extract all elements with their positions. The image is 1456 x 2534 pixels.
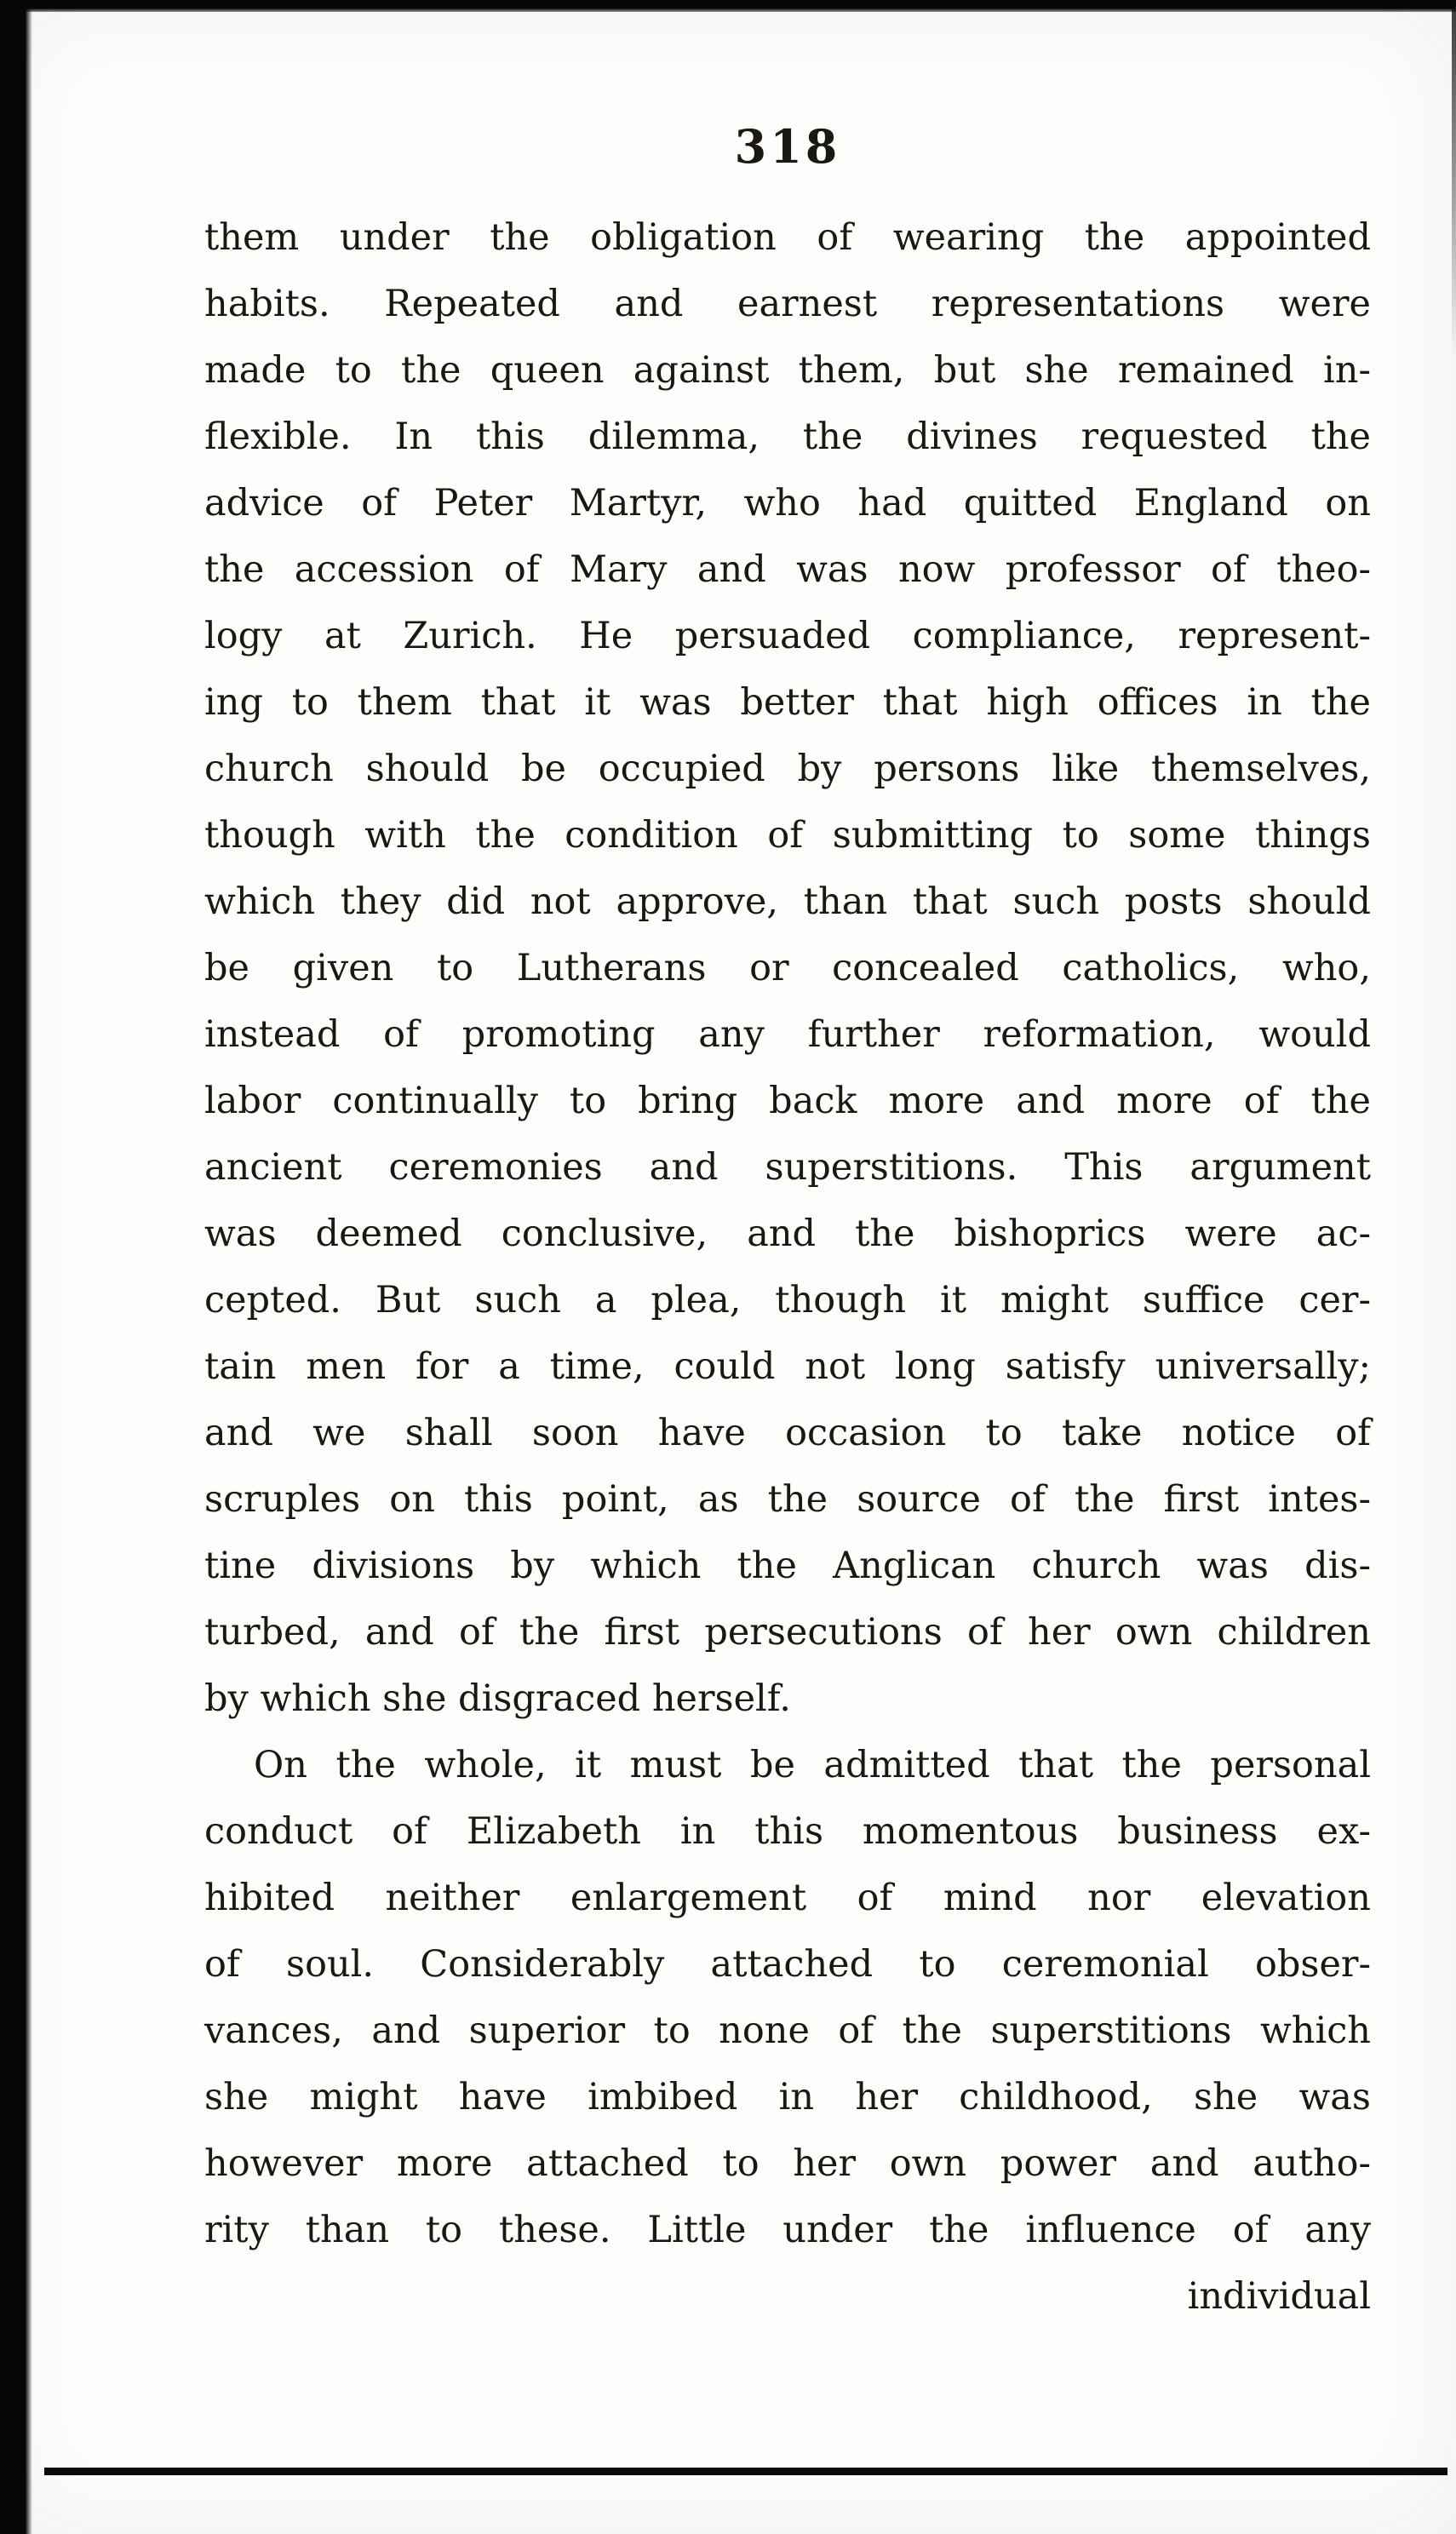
text-line: them under the obligation of wearing the appointed <box>204 216 1371 259</box>
text-line: conduct of Elizabeth in this momentous business ex- <box>204 1810 1371 1853</box>
text-line: and we shall soon have occasion to take notice of <box>204 1412 1371 1454</box>
text-line: cepted. But such a plea, though it might suffice cer- <box>204 1279 1371 1321</box>
text-line: she might have imbibed in her childhood, she was <box>204 2076 1371 2118</box>
text-line: tine divisions by which the Anglican church was dis- <box>204 1545 1371 1587</box>
scan-edge-left <box>0 0 32 2534</box>
text-line: church should be occupied by persons like themselves, <box>204 748 1371 790</box>
text-line: tain men for a time, could not long satisfy universally; <box>204 1345 1371 1388</box>
text-line: labor continually to bring back more and more of the <box>204 1080 1371 1122</box>
page-number: 318 <box>734 119 841 174</box>
text-line: logy at Zurich. He persuaded compliance, represent- <box>204 615 1371 657</box>
text-line: of soul. Considerably attached to ceremonial obser- <box>204 1943 1371 1986</box>
text-line: turbed, and of the first persecutions of her own children <box>204 1611 1371 1654</box>
text-line: rity than to these. Little under the influence of any <box>204 2209 1371 2251</box>
scan-edge-right <box>1452 0 1456 358</box>
text-line: made to the queen against them, but she remained in- <box>204 349 1371 392</box>
text-line: On the whole, it must be admitted that the personal <box>254 1744 1371 1786</box>
text-line: habits. Repeated and earnest representations were <box>204 283 1371 325</box>
text-line: be given to Lutherans or concealed catholics, who, <box>204 947 1371 989</box>
scan-bottom-rule <box>44 2468 1447 2475</box>
text-line: instead of promoting any further reformation, would <box>204 1013 1371 1056</box>
text-line: ancient ceremonies and superstitions. This argument <box>204 1146 1371 1189</box>
scan-edge-top <box>0 0 1456 12</box>
text-line: ing to them that it was better that high offices in the <box>204 681 1371 724</box>
text-line: scruples on this point, as the source of the first intes- <box>204 1478 1371 1521</box>
body-text <box>204 204 1371 2330</box>
text-line: the accession of Mary and was now professor of theo- <box>204 548 1371 591</box>
text-line: flexible. In this dilemma, the divines requested the <box>204 416 1371 458</box>
text-line: vances, and superior to none of the superstitions which <box>204 2009 1371 2052</box>
text-line: hibited neither enlargement of mind nor elevation <box>204 1877 1371 1919</box>
text-line: however more attached to her own power and autho- <box>204 2142 1371 2185</box>
text-line: advice of Peter Martyr, who had quitted England on <box>204 482 1371 525</box>
text-line: which they did not approve, than that such posts should <box>204 880 1371 923</box>
text-line: though with the condition of submitting to some things <box>204 814 1371 857</box>
text-line: was deemed conclusive, and the bishoprics were ac- <box>204 1213 1371 1255</box>
text-line: individual <box>1187 2275 1371 2318</box>
text-line: by which she disgraced herself. <box>204 1677 791 1720</box>
